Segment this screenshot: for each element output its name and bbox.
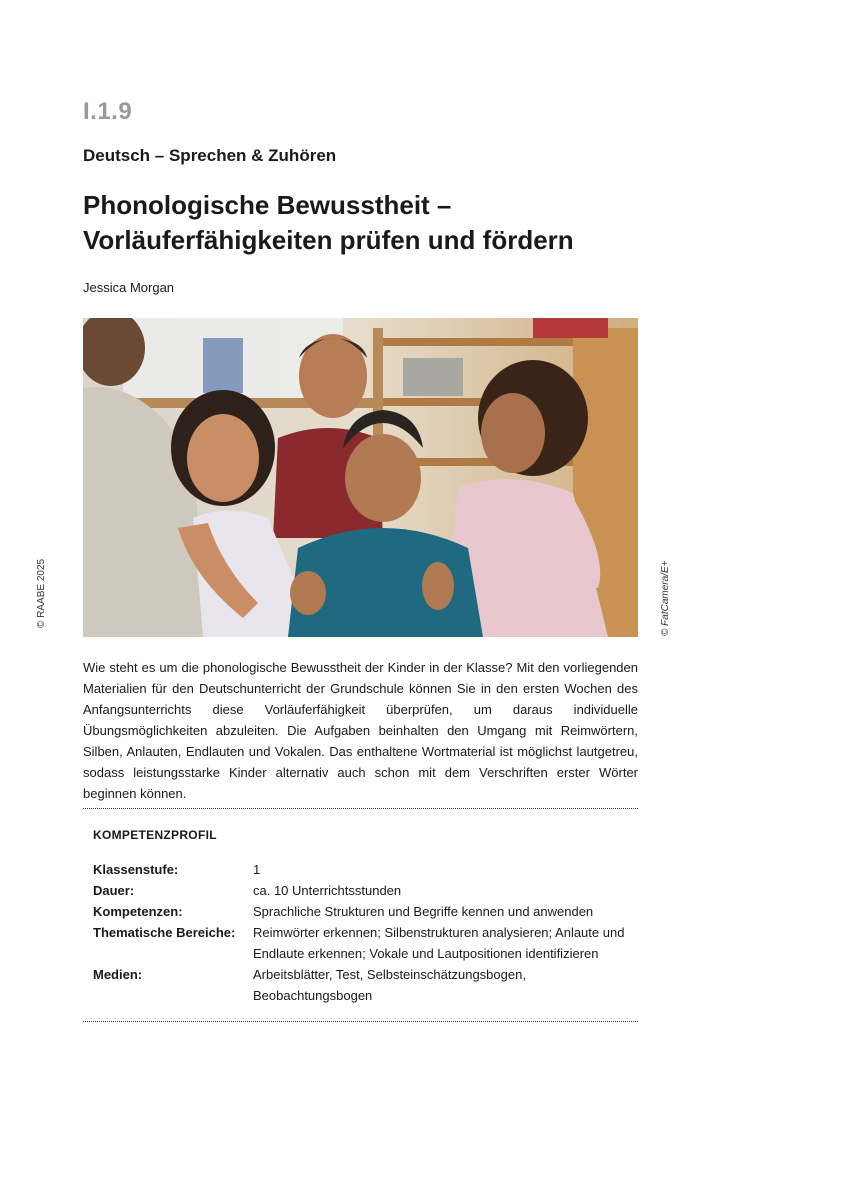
intro-paragraph: Wie steht es um die phonologische Bewusstheit der Kinder in der Klasse? Mit den vorliegenden Materialien für den Deutschunterricht der Grundschule können Sie in den ersten Wochen des Anfangsunterrichts diese Vorläuferfähigkeit überprüfen, um daraus individuelle Übungsmöglichkeiten abzuleiten. Die Aufgaben beinhalten den Umgang mit Reimwörtern, Silben, Anlauten, Endlauten und Vokalen. Das enthaltene Wortmaterial ist möglichst lautgetreu, sodass leistungsstarke Kinder alternativ auch schon mit dem Verschriften erster Wörter beginnen können. [83, 660, 638, 801]
profile-row-grade [93, 859, 628, 880]
profile-value: Arbeitsblätter, Test, Selbsteinschätzungsbogen, Beobachtungsbogen [253, 967, 526, 1003]
profile-label: Thematische Bereiche: [93, 925, 236, 940]
profile-row-topics [93, 922, 628, 964]
profile-label: Klassenstufe: [93, 862, 179, 877]
title-line-2: Vorläuferfähigkeiten prüfen und fördern [83, 225, 574, 255]
page-title [83, 188, 643, 258]
author-name: Jessica Morgan [83, 280, 175, 295]
title-line-1: Phonologische Bewusstheit – [83, 190, 452, 220]
profile-value: 1 [253, 862, 261, 877]
copyright-notice: © RAABE 2025 [36, 558, 47, 628]
profile-value: Sprachliche Strukturen und Begriffe kennen und anwenden [253, 904, 594, 919]
profile-row-duration [93, 880, 628, 901]
competence-profile-box [83, 808, 638, 1022]
profile-value: ca. 10 Unterrichtsstunden [253, 883, 402, 898]
photo-credit: © FatCamera/E+ [660, 560, 671, 636]
profile-row-competencies [93, 901, 628, 922]
profile-value: Reimwörter erkennen; Silbenstrukturen analysieren; Anlaute und Endlaute erkennen; Vokale und Lautpositionen identifizieren [253, 925, 625, 961]
profile-rows [93, 859, 628, 1006]
profile-label: Kompetenzen: [93, 904, 183, 919]
profile-label: Medien: [93, 967, 143, 982]
section-code: I.1.9 [83, 98, 133, 125]
classroom-illustration [83, 318, 638, 637]
profile-label: Dauer: [93, 883, 135, 898]
subject-heading: Deutsch – Sprechen & Zuhören [83, 146, 337, 165]
classroom-photo [83, 318, 638, 637]
profile-row-media [93, 964, 628, 1006]
profile-title: KOMPETENZPROFIL [93, 828, 217, 842]
